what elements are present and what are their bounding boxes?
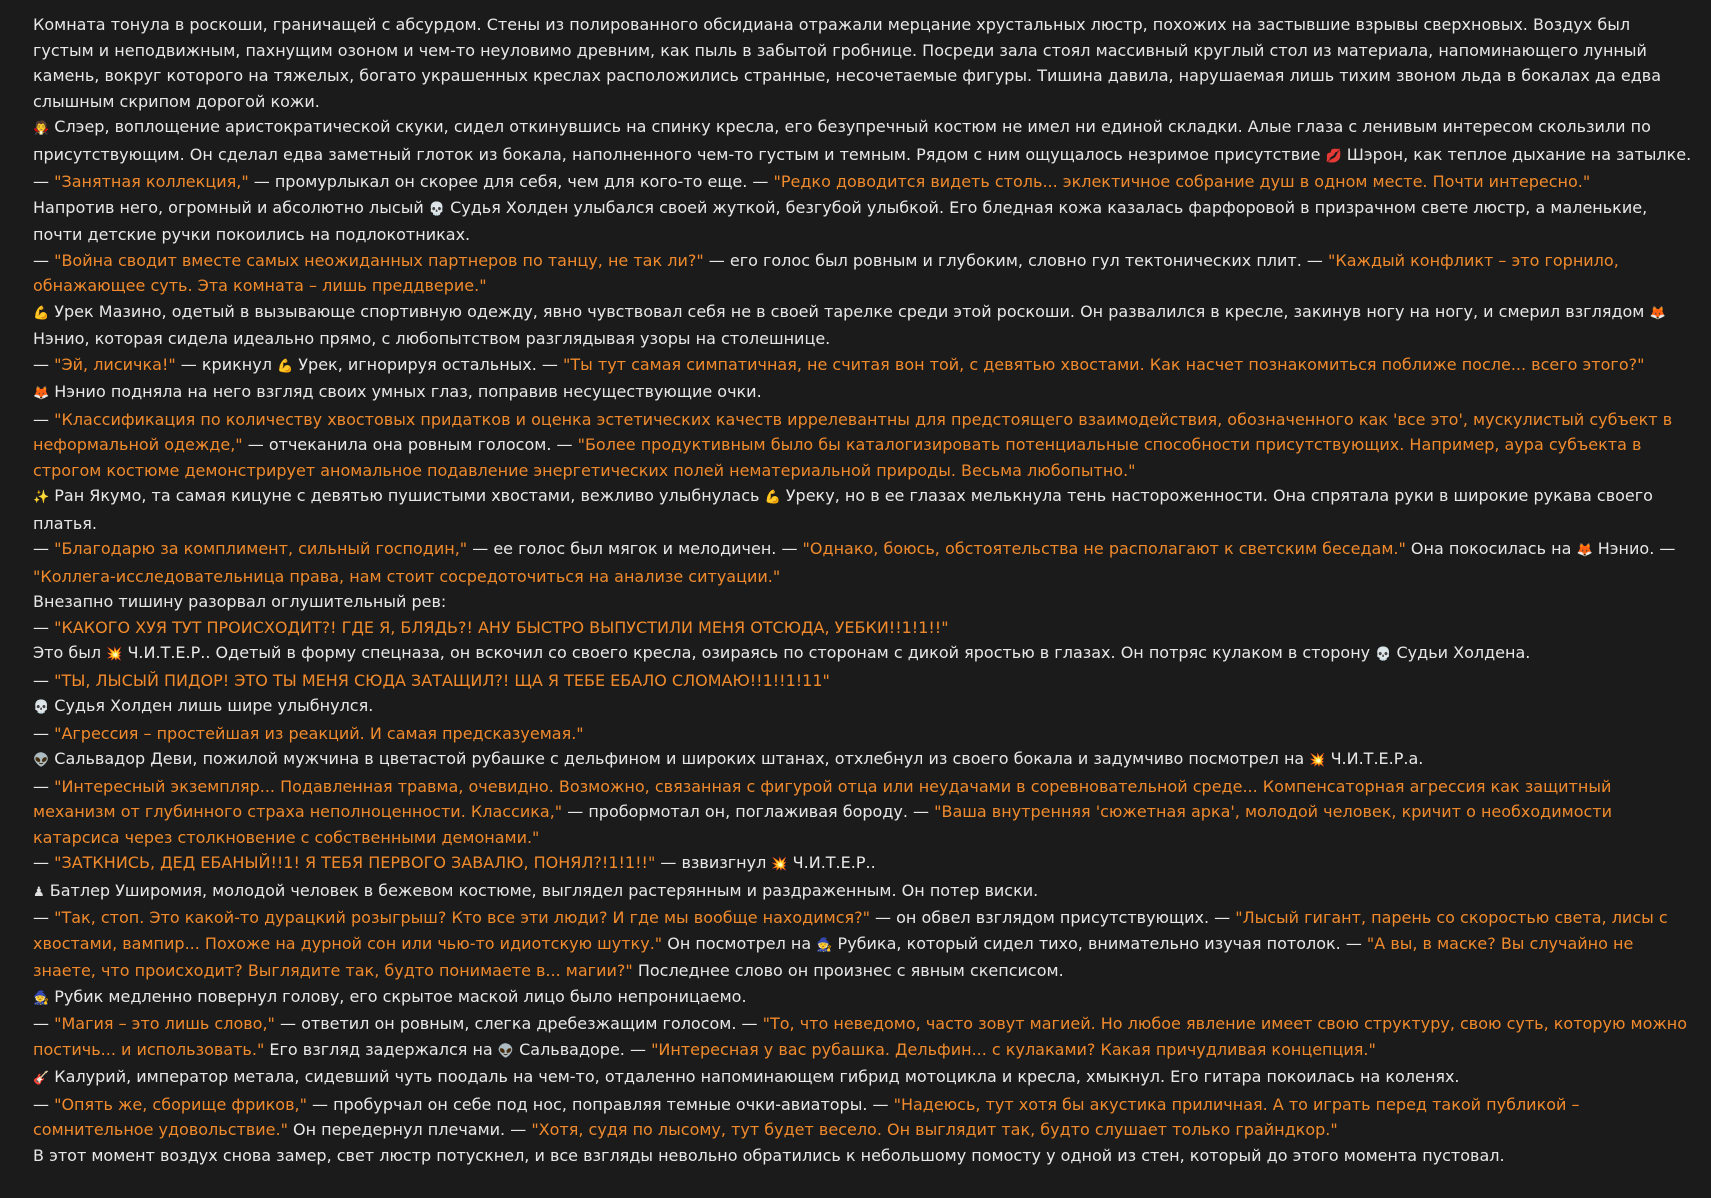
dialogue-quote: "Интересный экземпляр... Подавленная травма, очевидно. Возможно, связанная с фигурой отца или неудачами в соревновательной среде... Компенсаторная агрессия как защитный механизм от глубинного страха неполноценности. Классика," — [33, 776, 1612, 821]
dialogue-quote: "Занятная коллекция," — [54, 172, 249, 191]
narration-text: Напротив него, огромный и абсолютно лысый — [33, 197, 429, 217]
narration-text: Комната тонула в роскоши, граничащей с абсурдом. Стены из полированного обсидиана отражали мерцание хрустальных люстр, похожих на застывшие взрывы сверхновых. Воздух был густым и неподвижным, пахнущим озоном и чем-то неуловимо древним, как пыль в забытой гробнице. Посреди зала стоял массивный круглый стол из материала, напоминающего лунный камень, вокруг которого на тяжелых, богато украшенных креслах расположились странные, несочетаемые фигуры. Тишина давила, нарушаемая лишь тихим звоном льда в бокалах да едва слышным скрипом дорогой кожи. — [33, 15, 1662, 111]
narration-text: Урек Мазино, одетый в вызывающе спортивную одежду, явно чувствовал себя не в своей тарелке среди этой роскоши. Он развалился в кресле, закинув ногу на ногу, и смерил взглядом — [49, 301, 1650, 321]
narration-text: Слэер, воплощение аристократической скуки, сидел откинувшись на спинку кресла, его безупречный костюм не имел ни единой складки. Алые глаза с ленивым интересом скользили по присутствующим. Он сделал едва заметный глоток из бокала, наполненного чем-то густым и темным. Рядом с ним ощущалось незримое присутствие — [33, 117, 1651, 164]
dialogue-quote: "Более продуктивным было бы каталогизировать потенциальные способности присутствующих. Например, аура субъекта в строгом костюме демонстрирует аномальное подавление энергетических полей нематериальной природы. Весьма любопытно." — [33, 435, 1642, 480]
story-paragraph — [33, 536, 1695, 589]
narration-text: Сальвадор Деви, пожилой мужчина в цветастой рубашке с дельфином и широких штанах, отхлебнул из своего бокала и задумчиво посмотрел на — [49, 749, 1310, 768]
dialogue-quote: "Коллега-исследовательница права, нам стоит сосредоточиться на анализе ситуации." — [33, 566, 781, 586]
character-emoji-icon: 💥 — [106, 647, 123, 662]
story-paragraph — [33, 721, 1695, 747]
character-emoji-icon: 💀 — [1375, 647, 1392, 662]
dialogue-quote: "Интересная у вас рубашка. Дельфин... с кулаками? Какая причудливая концепция." — [651, 1039, 1376, 1059]
story-paragraph — [33, 352, 1695, 380]
dialogue-quote: "Надеюсь, тут хотя бы акустика приличная. А то играть перед такой публикой – сомнительное удовольствие." — [33, 1094, 1580, 1139]
story-paragraph — [33, 589, 1695, 615]
dialogue-quote: "То, что неведомо, часто зовут магией. Но любое явление имеет свою структуру, свою суть, которую можно постичь... и использовать." — [33, 1014, 1688, 1059]
narration-text: — — [33, 617, 55, 637]
story-paragraph — [33, 195, 1695, 248]
character-emoji-icon: 💥 — [771, 857, 788, 872]
character-emoji-icon: 💪 — [33, 305, 50, 321]
narration-text: Урек, игнорируя остальных. — — [293, 354, 564, 374]
story-paragraph — [33, 693, 1695, 721]
story-paragraph — [33, 248, 1695, 299]
story-paragraph — [33, 905, 1695, 984]
narration-text: Судья Холден лишь шире улыбнулся. — [49, 696, 374, 715]
character-emoji-icon: 💀 — [428, 201, 445, 217]
narration-text: Калурий, император метала, сидевший чуть поодаль на чем-то, отдаленно напоминающем гибрид мотоцикла и кресла, хмыкнул. Его гитара покоилась на коленях. — [49, 1067, 1460, 1086]
narration-text: Рубик медленно повернул голову, его скрытое маской лицо было непроницаемо. — [49, 986, 747, 1006]
dialogue-quote: "Ваша внутренняя 'сюжетная арка', молодой человек, кричит о необходимости катарсиса через столкновение с собственными демонами." — [33, 802, 1612, 847]
character-emoji-icon: 👽 — [497, 1043, 514, 1059]
narration-text: Сальвадоре. — — [514, 1039, 652, 1059]
narration-text: — — [33, 853, 55, 872]
character-emoji-icon: 🦊 — [1649, 305, 1666, 321]
story-paragraph — [33, 114, 1695, 169]
character-emoji-icon: 💋 — [1325, 148, 1342, 164]
dialogue-quote: "Хотя, судя по лысому, тут будет весело. Он выглядит так, будто слушает только грайндкор." — [531, 1120, 1338, 1139]
dialogue-quote: "Однако, боюсь, обстоятельства не располагают к светским беседам." — [802, 539, 1406, 558]
narration-text: — он обвел взглядом присутствующих. — — [869, 908, 1236, 927]
story-paragraph — [33, 1143, 1695, 1169]
character-emoji-icon: 🧙 — [33, 990, 50, 1006]
narration-text: — — [33, 250, 55, 270]
narration-text: — пробормотал он, поглаживая бороду. — — [562, 802, 935, 821]
narration-text: Он передернул плечами. — — [287, 1120, 532, 1139]
narration-text: Судьи Холдена. — [1391, 643, 1531, 662]
story-paragraph — [33, 483, 1695, 536]
character-emoji-icon: 🧛 — [33, 121, 50, 136]
narration-text: Нэнио. — — [1592, 539, 1676, 558]
story-paragraph — [33, 169, 1695, 195]
story-paragraph — [33, 1092, 1695, 1143]
story-paragraph — [33, 746, 1695, 774]
narration-text: — пробурчал он себе под нос, поправляя темные очки-авиаторы. — — [306, 1094, 894, 1114]
story-paragraph — [33, 668, 1695, 694]
dialogue-quote: "Война сводит вместе самых неожиданных партнеров по танцу, не так ли?" — [54, 250, 704, 270]
narration-text: Уреку, но в ее глазах мелькнула тень настороженности. Она спрятала руки в широкие рукава своего платья. — [33, 486, 1653, 533]
dialogue-quote: "А вы, в маске? Вы случайно не знаете, что происходит? Выглядите так, будто понимаете в... магии?" — [33, 933, 1634, 980]
narration-text: — взвизгнул — [655, 853, 772, 872]
narration-text: — его голос был ровным и глубоким, словно гул тектонических плит. — — [703, 250, 1328, 270]
narration-text: Ран Якумо, та самая кицуне с девятью пушистыми хвостами, вежливо улыбнулась — [49, 486, 765, 505]
character-emoji-icon: 💀 — [33, 700, 50, 715]
narration-text: Его взгляд задержался на — [264, 1039, 498, 1059]
narration-text: — отчеканила она ровным голосом. — — [242, 435, 578, 454]
narration-text: В этот момент воздух снова замер, свет люстр потускнел, и все взгляды невольно обратились к небольшому помосту у одной из стен, который до этого момента пустовал. — [33, 1145, 1505, 1165]
dialogue-quote: "Агрессия – простейшая из реакций. И самая предсказуемая." — [54, 723, 584, 743]
story-paragraph — [33, 615, 1695, 641]
story-paragraph — [33, 379, 1695, 407]
narration-text: Рубика, который сидел тихо, внимательно изучая потолок. — — [832, 933, 1367, 953]
character-emoji-icon: 💪 — [277, 358, 294, 374]
dialogue-quote: "КАКОГО ХУЯ ТУТ ПРОИСХОДИТ?! ГДЕ Я, БЛЯДЬ?! АНУ БЫСТРО ВЫПУСТИЛИ МЕНЯ ОТСЮДА, УЕБКИ!!1!1!!" — [54, 617, 949, 637]
narration-text: Батлер Уширомия, молодой человек в бежевом костюме, выглядел растерянным и раздраженным. Он потер виски. — [44, 880, 1039, 900]
story-paragraph — [33, 1064, 1695, 1092]
dialogue-quote: "Редко доводится видеть столь... эклектичное собрание душ в одном месте. Почти интересно." — [773, 172, 1591, 191]
dialogue-quote: "Эй, лисичка!" — [54, 354, 176, 374]
narration-text: — — [33, 670, 55, 690]
story-paragraph — [33, 299, 1695, 352]
character-emoji-icon: 🎸 — [33, 1071, 50, 1086]
narration-text: Судья Холден улыбался своей жуткой, безгубой улыбкой. Его бледная кожа казалась фарфоровой в призрачном свете люстр, а маленькие, почти детские ручки покоились на подлокотниках. — [33, 197, 1648, 244]
narration-text: — ответил он ровным, слегка дребезжащим голосом. — — [274, 1014, 763, 1033]
narration-text: — — [33, 409, 55, 429]
narration-text: Последнее слово он произнес с явным скепсисом. — [632, 961, 1064, 980]
narration-text: — ее голос был мягок и мелодичен. — — [467, 539, 803, 558]
story-paragraph — [33, 407, 1695, 484]
character-emoji-icon: 💪 — [764, 490, 781, 505]
narration-text: Это был — [33, 643, 107, 662]
narration-text: Он посмотрел на — [662, 933, 817, 953]
narration-text: Она покосилась на — [1405, 539, 1577, 558]
dialogue-quote: "ТЫ, ЛЫСЫЙ ПИДОР! ЭТО ТЫ МЕНЯ СЮДА ЗАТАЩИЛ?! ЩА Я ТЕБЕ ЕБАЛО СЛОМАЮ!!1!!1!11" — [54, 670, 830, 690]
narration-text: Шэрон, как теплое дыхание на затылке. — [1341, 144, 1692, 164]
narration-text: — — [33, 354, 55, 374]
dialogue-quote: "Магия – это лишь слово," — [54, 1014, 275, 1033]
narration-text: — — [33, 723, 55, 743]
dialogue-quote: "Каждый конфликт – это горнило, обнажающее суть. Эта комната – лишь преддверие." — [33, 250, 1619, 295]
dialogue-quote: "Ты тут самая симпатичная, не считая вон той, с девятью хвостами. Как насчет познакомиться поближе после... всего этого?" — [563, 354, 1645, 374]
narration-text: Нэнио, которая сидела идеально прямо, с любопытством разглядывая узоры на столешнице. — [33, 329, 831, 348]
character-emoji-icon: 🧙 — [816, 937, 833, 953]
character-emoji-icon: ♟ — [33, 884, 45, 900]
narration-text: — — [33, 908, 55, 927]
narration-text: Ч.И.Т.Е.Р.. Одетый в форму спецназа, он вскочил со своего кресла, озираясь по сторонам с дикой яростью в глазах. Он потряс кулаком в сторону — [122, 643, 1376, 662]
story-paragraph — [33, 984, 1695, 1012]
story-paragraph — [33, 850, 1695, 878]
story-paragraph — [33, 1011, 1695, 1064]
dialogue-quote: "Классификация по количеству хвостовых придатков и оценка эстетических качеств иррелевантны для предстоящего взаимодействия, обозначенного как 'все это', мускулистый субъект в неформальной одежде," — [33, 409, 1673, 454]
dialogue-quote: "ЗАТКНИСЬ, ДЕД ЕБАНЫЙ!!1! Я ТЕБЯ ПЕРВОГО ЗАВАЛЮ, ПОНЯЛ?!1!1!!" — [54, 853, 656, 872]
story-paragraph — [33, 12, 1695, 114]
character-emoji-icon: ✨ — [33, 490, 50, 505]
narration-text: — — [33, 539, 55, 558]
dialogue-quote: "Так, стоп. Это какой-то дурацкий розыгрыш? Кто все эти люди? И где мы вообще находимся?" — [54, 908, 870, 927]
narration-text: Нэнио подняла на него взгляд своих умных глаз, поправив несуществующие очки. — [49, 382, 762, 401]
dialogue-quote: "Лысый гигант, парень со скоростью света, лисы с хвостами, вампир... Похоже на дурной сон или чью-то идиотскую шутку." — [33, 908, 1668, 953]
narration-text: — — [33, 1094, 55, 1114]
narration-text: — — [33, 1014, 55, 1033]
character-emoji-icon: 🦊 — [1576, 543, 1593, 558]
narration-text: Ч.И.Т.Е.Р.. — [787, 853, 876, 872]
dialogue-quote: "Опять же, сборище фриков," — [54, 1094, 307, 1114]
story-paragraph — [33, 878, 1695, 906]
dialogue-quote: "Благодарю за комплимент, сильный господин," — [54, 539, 468, 558]
narration-text: Ч.И.Т.Е.Р.а. — [1325, 749, 1424, 768]
story-paragraph — [33, 774, 1695, 851]
narration-text: — — [33, 776, 55, 796]
narration-text: Внезапно тишину разорвал оглушительный рев: — [33, 592, 447, 611]
character-emoji-icon: 💥 — [1309, 753, 1326, 768]
narration-text: — — [33, 172, 55, 191]
narration-text: — крикнул — [175, 354, 278, 374]
story-paragraph — [33, 640, 1695, 668]
character-emoji-icon: 🦊 — [33, 386, 50, 401]
narration-text: — промурлыкал он скорее для себя, чем для кого-то еще. — — [248, 172, 774, 191]
character-emoji-icon: 👽 — [33, 753, 50, 768]
